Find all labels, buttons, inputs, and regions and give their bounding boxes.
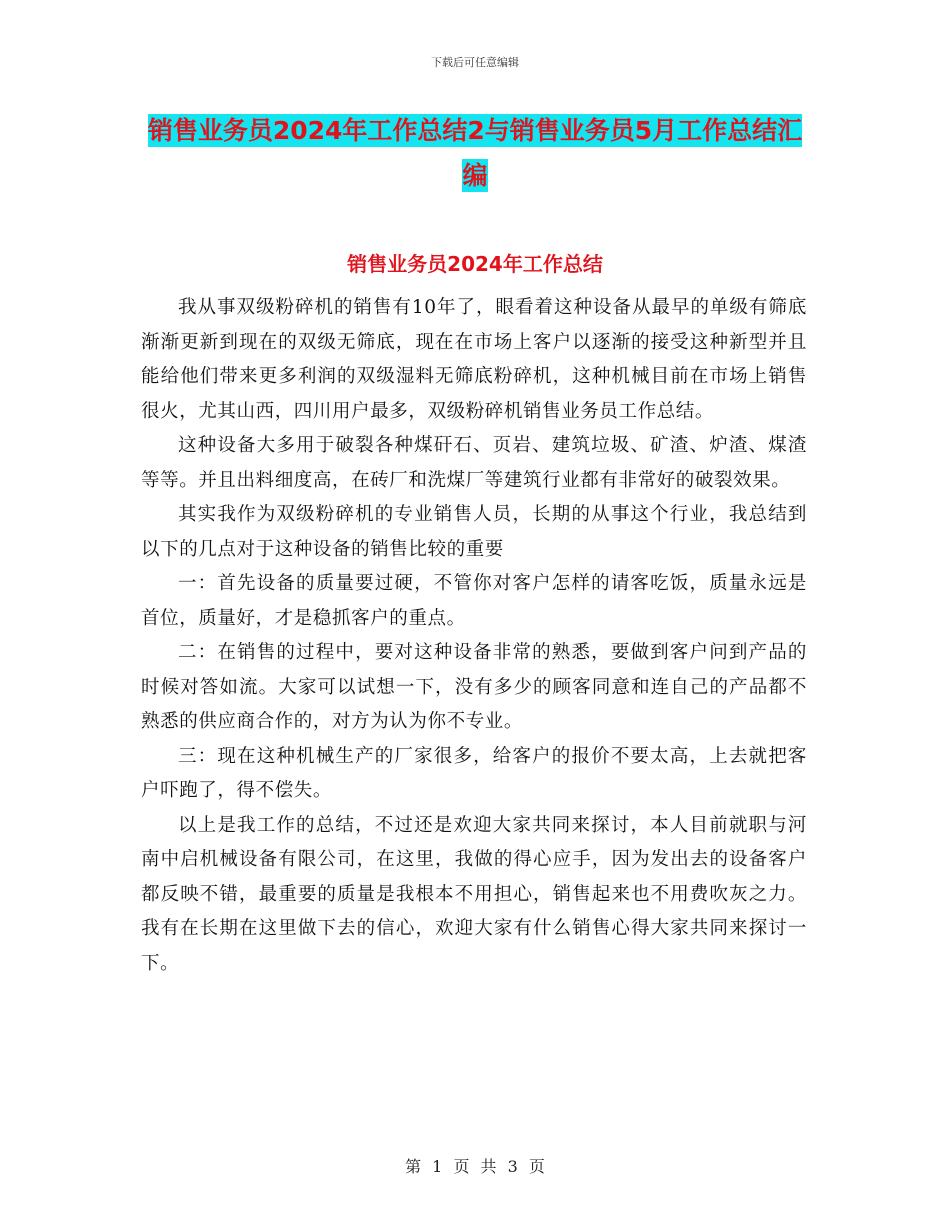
paragraph: 以上是我工作的总结，不过还是欢迎大家共同来探讨，本人目前就职与河南中启机械设备有限公司，在这里，我做的得心应手，因为发出去的设备客户都反映不错，最重要的质量是我根本不用担心，销售起来也不用费吹灰之力。我有在长期在这里做下去的信心，欢迎大家有什么销售心得大家共同来探讨一下。 — [141, 814, 807, 974]
header-note: 下载后可任意编辑 — [431, 56, 519, 69]
paragraph: 三：现在这种机械生产的厂家很多，给客户的报价不要太高，上去就把客户吓跑了，得不偿失。 — [141, 745, 807, 801]
paragraph: 一：首先设备的质量要过硬，不管你对客户怎样的请客吃饭，质量永远是首位，质量好，才是稳抓客户的重点。 — [141, 573, 807, 629]
section-heading: 销售业务员2024年工作总结 — [347, 252, 603, 276]
paragraph: 二：在销售的过程中，要对这种设备非常的熟悉，要做到客户问到产品的时候对答如流。大家可以试想一下，没有多少的顾客同意和连自己的产品都不熟悉的供应商合作的，对方为认为你不专业。 — [141, 642, 807, 732]
document-body — [141, 291, 807, 981]
paragraph: 其实我作为双级粉碎机的专业销售人员，长期的从事这个行业，我总结到以下的几点对于这种设备的销售比较的重要 — [141, 504, 807, 560]
paragraph: 这种设备大多用于破裂各种煤矸石、页岩、建筑垃圾、矿渣、炉渣、煤渣等等。并且出料细度高，在砖厂和洗煤厂等建筑行业都有非常好的破裂效果。 — [141, 435, 807, 491]
paragraph: 我从事双级粉碎机的销售有10年了，眼看着这种设备从最早的单级有筛底渐渐更新到现在的双级无筛底，现在在市场上客户以逐渐的接受这种新型并且能给他们带来更多利润的双级湿料无筛底粉碎机，这种机械目前在市场上销售很火，尤其山西，四川用户最多，双级粉碎机销售业务员工作总结。 — [141, 297, 807, 422]
page-indicator: 第 1 页 共 3 页 — [405, 1157, 545, 1176]
document-title — [140, 108, 810, 198]
document-title-text: 销售业务员2024年工作总结2与销售业务员5月工作总结汇编 — [147, 116, 803, 190]
